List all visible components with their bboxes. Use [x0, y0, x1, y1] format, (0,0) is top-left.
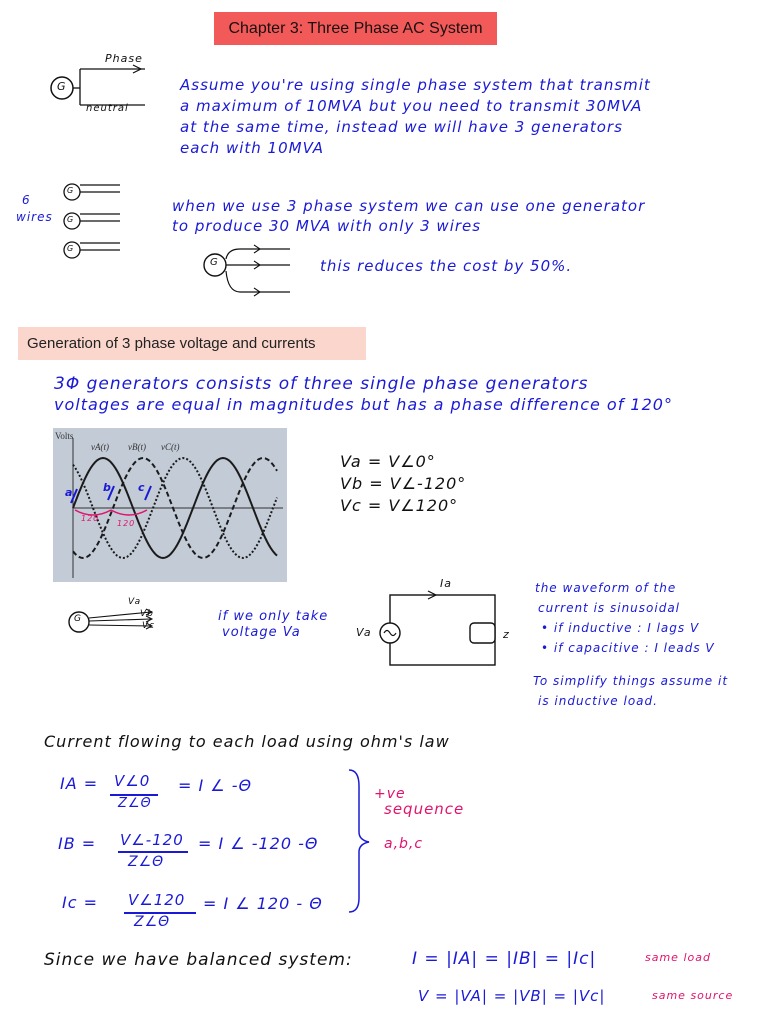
eq1-lhs: IA =: [60, 774, 99, 793]
equations-bracket: [345, 766, 375, 916]
circuit-load: z: [503, 628, 510, 641]
same-source: same source: [652, 989, 734, 1002]
three-phase-generator-diagram: [200, 245, 300, 300]
section-title: Generation of 3 phase voltage and currents: [18, 327, 366, 360]
three-phase-generator-label: G: [210, 257, 219, 268]
intro-line-4: each with 10MVA: [180, 139, 325, 157]
eq3-lhs: Ic =: [62, 893, 99, 912]
series-label-a: vA(t): [91, 442, 109, 452]
output-vc: Vc: [142, 621, 156, 631]
intro-line-3: at the same time, instead we will have 3 generators: [180, 118, 623, 136]
gen-line-1: 3Φ generators consists of three single phase generators: [54, 374, 589, 394]
circuit-source: Va: [356, 626, 372, 639]
circuit-diagram: [370, 585, 510, 670]
graph-ylabel: Volts: [55, 431, 74, 441]
wires-generator-label-1: G: [67, 186, 75, 195]
balanced-prefix: Since we have balanced system:: [44, 950, 353, 970]
waveform-note-2: current is sinusoidal: [538, 601, 681, 615]
waveform-note-1: the waveform of the: [535, 581, 677, 595]
three-phase-line-1: when we use 3 phase system we can use one generator: [172, 197, 646, 215]
sequence-note-1: +ve: [374, 786, 406, 802]
eq1-rhs: = I ∠ -Θ: [178, 776, 253, 795]
circuit-current: Ia: [440, 577, 452, 590]
output-vb: Vb: [140, 609, 154, 619]
wires-count: 6: [22, 193, 31, 207]
eq2-num: V∠-120: [120, 831, 184, 849]
phasor-a: Va = V∠0°: [340, 452, 436, 471]
cost-note: this reduces the cost by 50%.: [320, 257, 573, 275]
eq3-rhs: = I ∠ 120 - Θ: [203, 894, 323, 913]
three-phase-line-2: to produce 30 MVA with only 3 wires: [172, 217, 482, 235]
same-load: same load: [645, 951, 711, 964]
generator-label: G: [57, 80, 67, 93]
peak-arrow-3: [145, 486, 151, 500]
wires-generator-label-3: G: [67, 244, 75, 253]
intro-line-1: Assume you're using single phase system that transmit: [180, 76, 651, 94]
phasor-b: Vb = V∠-120°: [340, 474, 467, 493]
eq2-rhs: = I ∠ -120 -Θ: [198, 834, 319, 853]
eq3-den: Z∠Θ: [134, 914, 171, 930]
wires-generator-label-2: G: [67, 215, 75, 224]
mark-a: a: [65, 486, 74, 499]
intro-line-2: a maximum of 10MVA but you need to transmit 30MVA: [180, 97, 643, 115]
eq2-fraction-bar: [118, 851, 188, 853]
simplify-note-1: To simplify things assume it: [533, 674, 729, 688]
take-va-generator: G: [74, 614, 82, 624]
chapter-title: Chapter 3: Three Phase AC System: [214, 12, 497, 45]
phase-label: Phase: [105, 52, 143, 65]
series-label-c: vC(t): [161, 442, 180, 452]
angle-label-2: 120: [117, 519, 136, 528]
wires-label: wires: [16, 210, 53, 224]
phasor-c: Vc = V∠120°: [340, 496, 459, 515]
voltage-eq: V = |VA| = |VB| = |Vc|: [418, 987, 606, 1005]
series-label-b: vB(t): [128, 442, 146, 452]
mark-c: c: [138, 481, 146, 494]
gen-line-2: voltages are equal in magnitudes but has a phase difference of 120°: [54, 395, 673, 414]
waveform-graph: [53, 428, 287, 582]
eq1-num: V∠0: [114, 772, 151, 790]
output-va: Va: [128, 597, 142, 607]
sequence-note-2: sequence: [384, 800, 465, 818]
waveform-note-4: • if capacitive : I leads V: [541, 641, 715, 655]
take-va-line-1: if we only take: [218, 609, 329, 624]
eq1-den: Z∠Θ: [118, 796, 152, 811]
sequence-note-3: a,b,c: [384, 836, 424, 852]
angle-bracket-2: [111, 510, 147, 515]
eq2-lhs: IB =: [58, 834, 97, 853]
neutral-label: neutral: [86, 103, 129, 114]
current-eq: I = |IA| = |IB| = |Ic|: [412, 949, 597, 969]
angle-label-1: 120: [81, 514, 100, 523]
eq3-num: V∠120: [128, 891, 186, 909]
simplify-note-2: is inductive load.: [538, 694, 658, 708]
eq2-den: Z∠Θ: [128, 854, 165, 870]
ohms-law-title: Current flowing to each load using ohm's law: [44, 732, 450, 751]
mark-b: b: [103, 481, 112, 494]
take-va-line-2: voltage Va: [222, 625, 301, 640]
waveform-note-3: • if inductive : I lags V: [541, 621, 700, 635]
